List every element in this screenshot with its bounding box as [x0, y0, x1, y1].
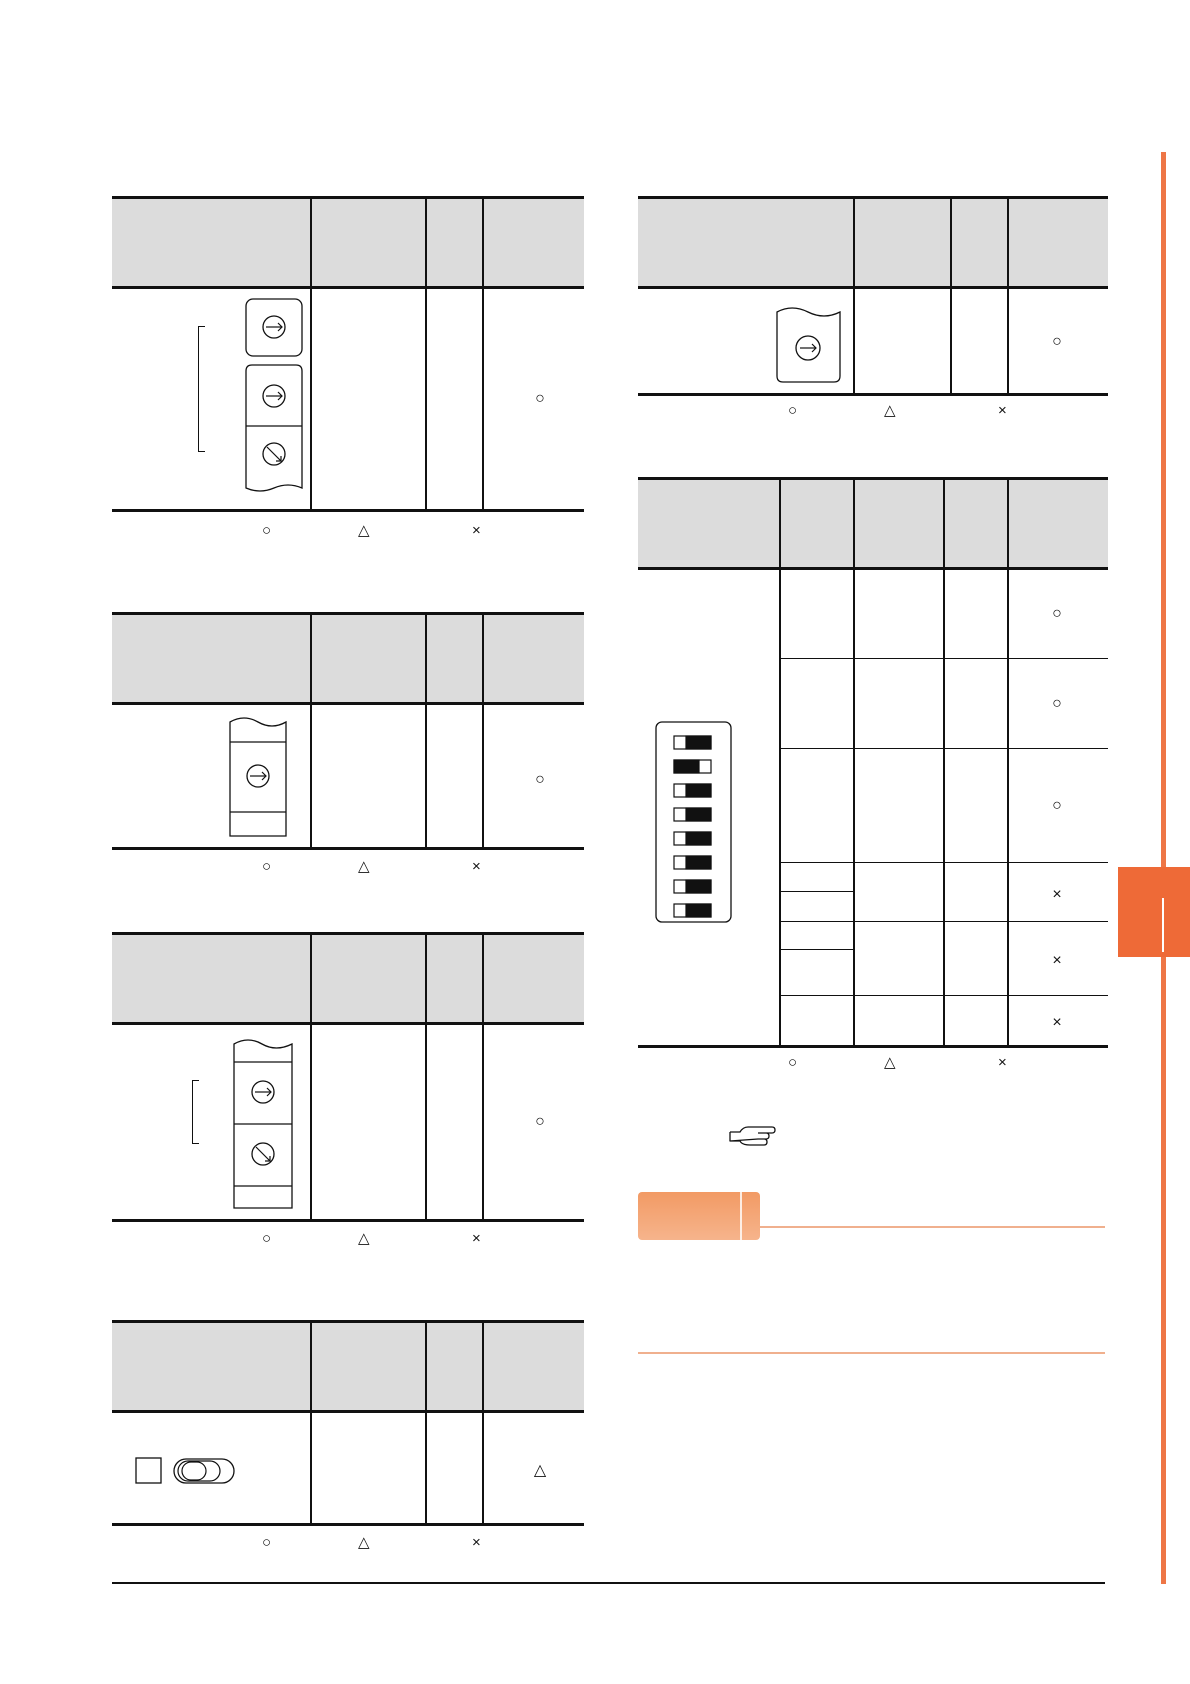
- table-toggle-switch: [112, 1320, 584, 1526]
- table-header: [112, 932, 584, 1025]
- table-body: [112, 705, 584, 850]
- support-mark: ○: [1052, 797, 1062, 814]
- group-bracket: [198, 326, 205, 452]
- rotary-switch-icon: [230, 1034, 300, 1214]
- legend-unsupported: ×: [998, 402, 1007, 419]
- chapter-tab-marker: [1162, 898, 1164, 952]
- legend-partial: △: [884, 402, 896, 419]
- legend-unsupported: ×: [998, 1054, 1007, 1071]
- legend-partial: △: [358, 522, 370, 539]
- support-mark: ○: [535, 1113, 545, 1130]
- rotary-switch-icon: [774, 300, 844, 386]
- support-mark: ×: [1052, 952, 1062, 969]
- chapter-tab[interactable]: [1118, 867, 1190, 957]
- legend-unsupported: ×: [472, 1534, 481, 1551]
- support-mark: ○: [1052, 605, 1062, 622]
- legend-partial: △: [358, 858, 370, 875]
- table-legend: [112, 858, 584, 878]
- legend-supported: ○: [262, 1230, 272, 1247]
- footer-line: [112, 1582, 1105, 1584]
- table-body: [112, 1025, 584, 1222]
- table-body: [112, 289, 584, 512]
- table-legend: [112, 1230, 584, 1250]
- group-bracket: [192, 1080, 199, 1144]
- table-rotary-switch-pair: [112, 932, 584, 1222]
- legend-unsupported: ×: [472, 522, 481, 539]
- point-rule: [760, 1226, 1105, 1228]
- dip-switch-icon: [654, 720, 734, 924]
- legend-supported: ○: [788, 402, 798, 419]
- point-end-rule: [638, 1352, 1105, 1354]
- legend-supported: ○: [262, 522, 272, 539]
- support-mark: ○: [535, 390, 545, 407]
- support-mark: ×: [1052, 1014, 1062, 1031]
- table-header: [638, 196, 1108, 289]
- table-rotary-switch-dual: [112, 196, 584, 512]
- table-header: [638, 477, 1108, 570]
- toggle-switch-icon: [134, 1454, 244, 1488]
- table-rotary-switch-right: [638, 196, 1108, 396]
- table-body: [638, 289, 1108, 396]
- table-header: [112, 196, 584, 289]
- pointing-hand-icon[interactable]: [728, 1124, 776, 1150]
- table-dip-switch: [638, 477, 1108, 1048]
- table-header: [112, 1320, 584, 1413]
- support-mark: ○: [1052, 695, 1062, 712]
- support-mark: △: [533, 1462, 547, 1479]
- support-mark: ○: [535, 771, 545, 788]
- support-mark: ×: [1052, 886, 1062, 903]
- table-header: [112, 612, 584, 705]
- legend-partial: △: [358, 1230, 370, 1247]
- legend-supported: ○: [262, 858, 272, 875]
- table-legend: [112, 1534, 584, 1554]
- table-legend: [638, 402, 1108, 422]
- legend-unsupported: ×: [472, 1230, 481, 1247]
- legend-partial: △: [884, 1054, 896, 1071]
- legend-partial: △: [358, 1534, 370, 1551]
- table-legend: [112, 522, 584, 542]
- table-legend: [638, 1054, 1108, 1074]
- legend-unsupported: ×: [472, 858, 481, 875]
- legend-supported: ○: [262, 1534, 272, 1551]
- rotary-switch-icon: [228, 712, 292, 842]
- table-rotary-switch-single: [112, 612, 584, 850]
- rotary-switch-icon: [242, 296, 304, 496]
- legend-supported: ○: [788, 1054, 798, 1071]
- point-box-divider: [740, 1192, 742, 1240]
- support-mark: ○: [1052, 333, 1062, 350]
